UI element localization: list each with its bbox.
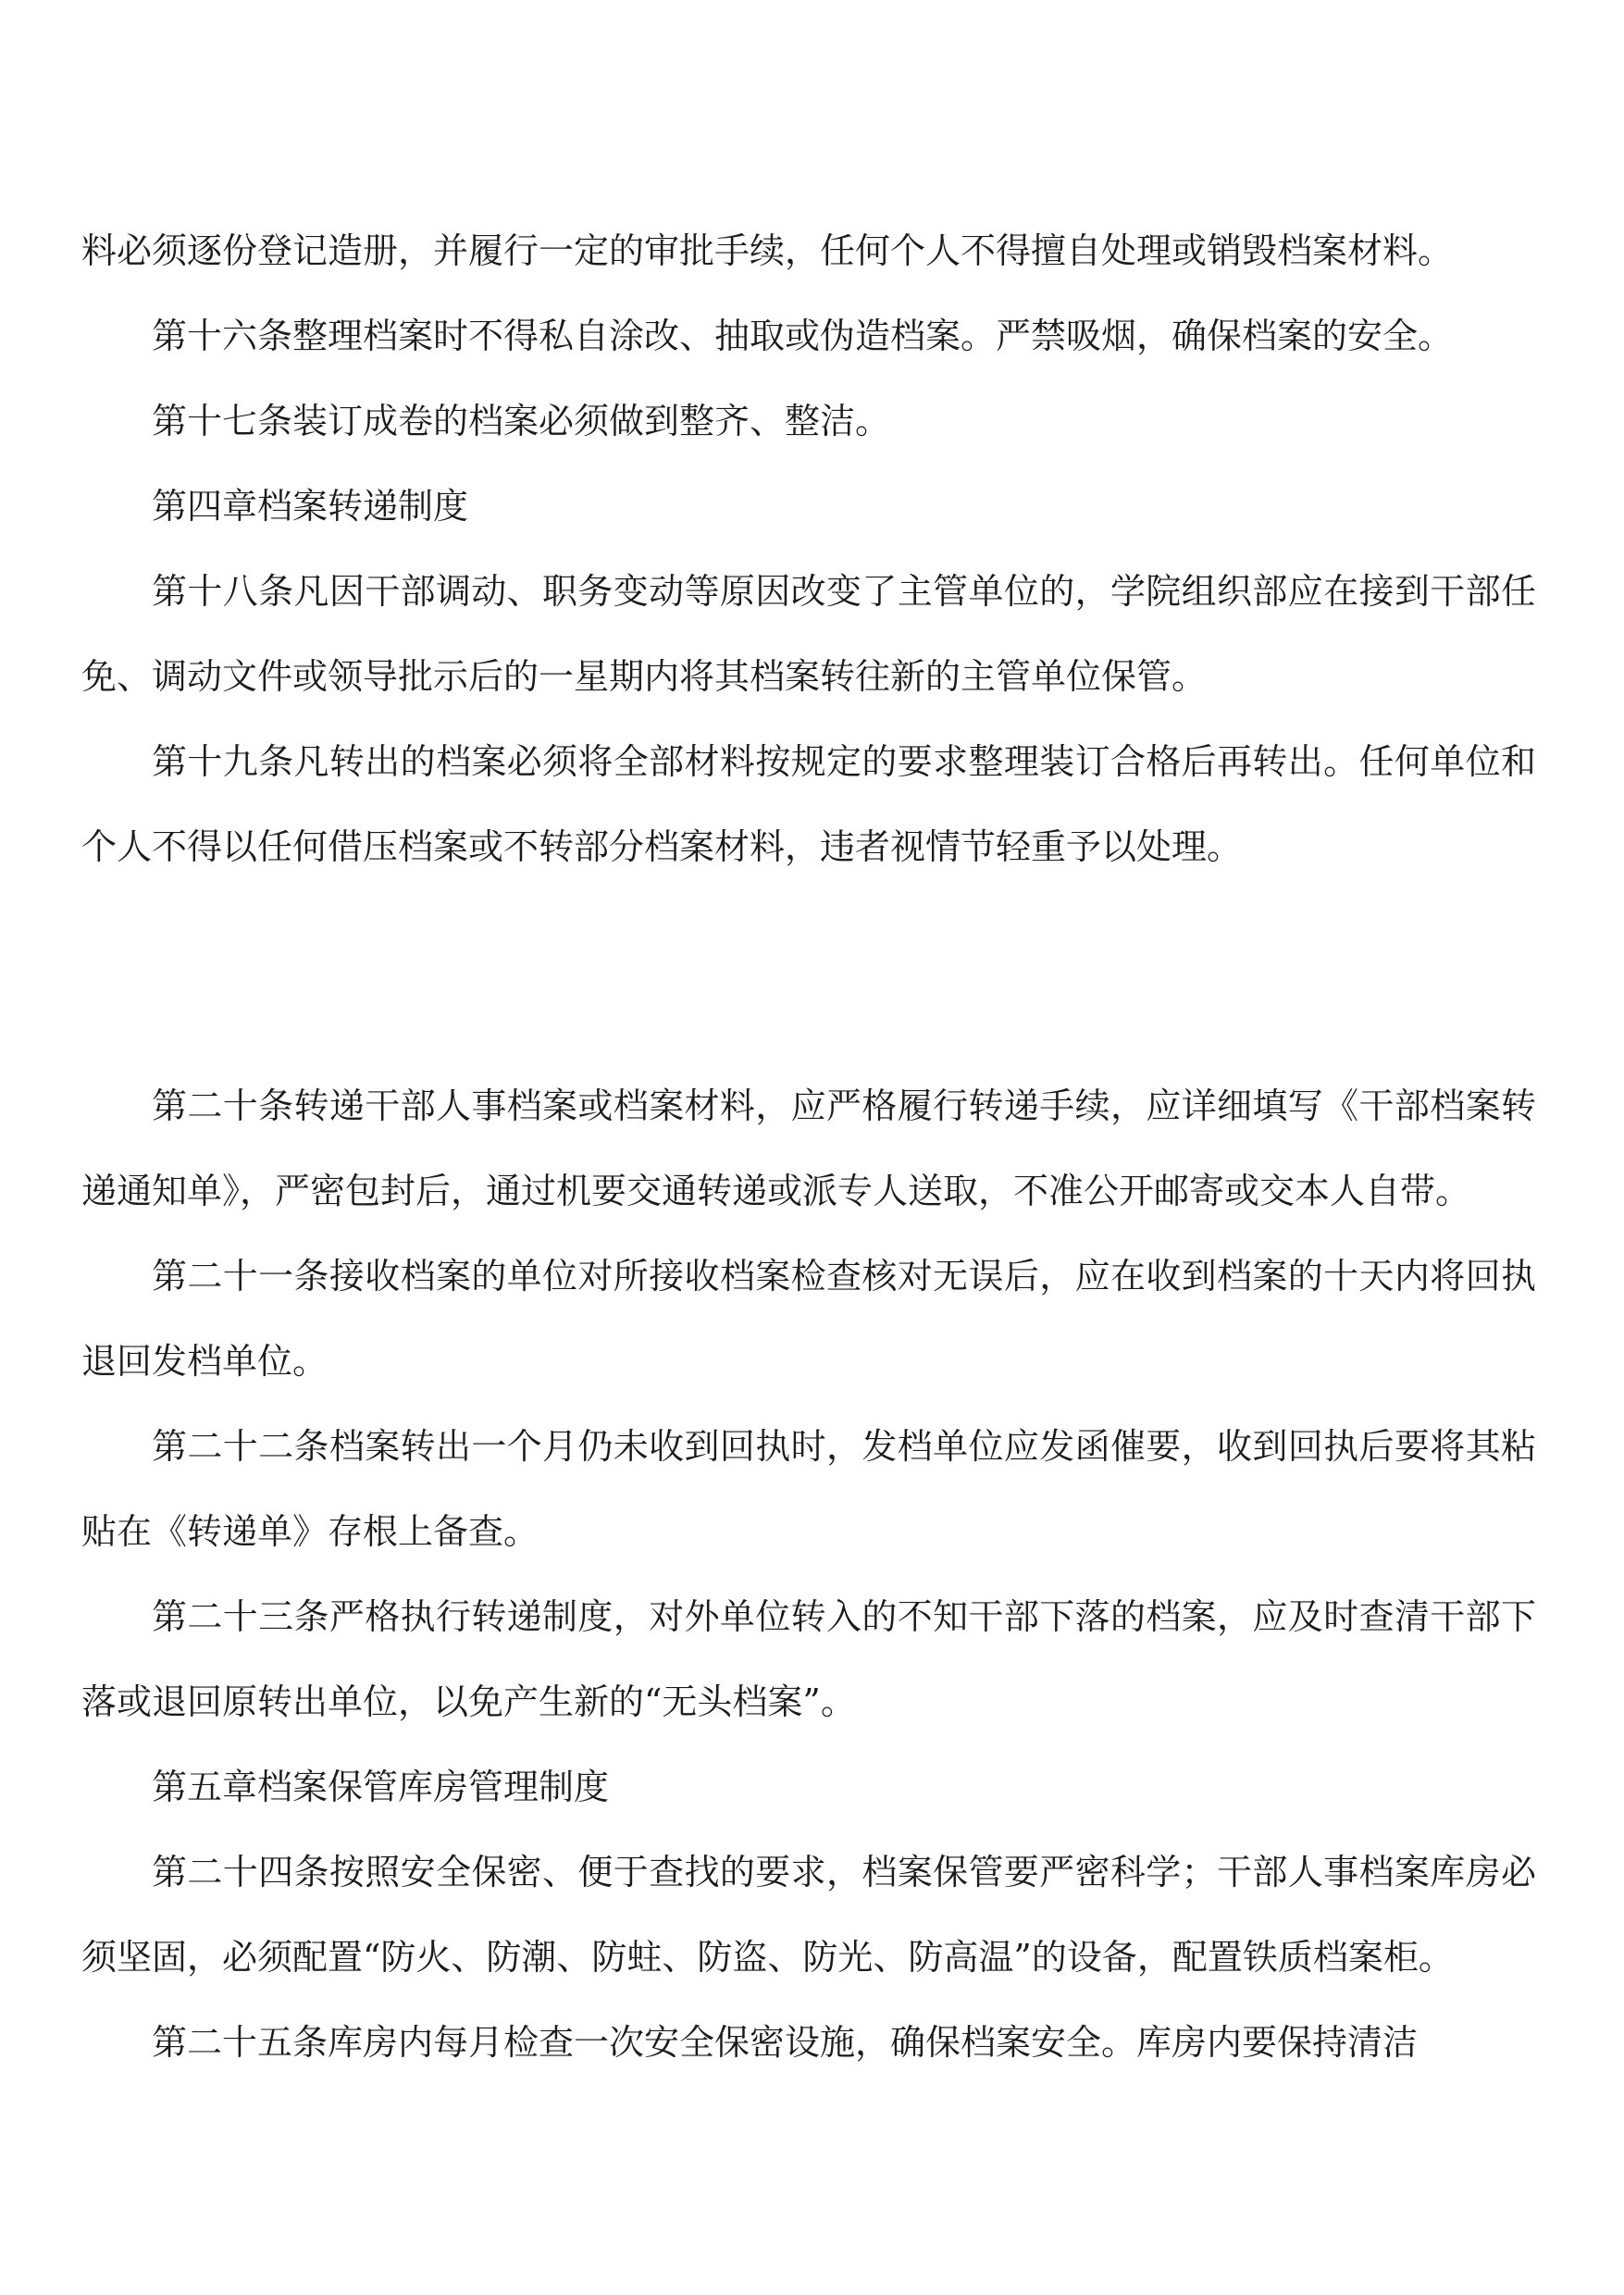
text-block-bottom [81, 1063, 1536, 2085]
document-page [81, 208, 1536, 2085]
p-ch4: 第四章档案转递制度 [152, 486, 469, 527]
p-art17: 第十七条装订成卷的档案必须做到整齐、整洁。 [152, 401, 891, 441]
p-art19: 第十九条凡转出的档案必须将全部材料按规定的要求整理装订合格后再转出。任何单位和个人不得以任何借压档案或不转部分档案材料，违者视情节轻重予以处理。 [81, 741, 1536, 867]
p-art22: 第二十二条档案转出一个月仍未收到回执时，发档单位应发函催要，收到回执后要将其粘贴在《转递单》存根上备查。 [81, 1426, 1536, 1552]
p-cont-15: 料必须逐份登记造册，并履行一定的审批手续，任何个人不得擅自处理或销毁档案材料。 [81, 230, 1454, 271]
p-art18: 第十八条凡因干部调动、职务变动等原因改变了主管单位的，学院组织部应在接到干部任免、调动文件或领导批示后的一星期内将其档案转往新的主管单位保管。 [81, 571, 1536, 697]
p-art20: 第二十条转递干部人事档案或档案材料，应严格履行转递手续，应详细填写《干部档案转递通知单》，严密包封后，通过机要交通转递或派专人送取，不准公开邮寄或交本人自带。 [81, 1085, 1536, 1211]
p-art25: 第二十五条库房内每月检查一次安全保密设施，确保档案安全。库房内要保持清洁 [152, 2022, 1419, 2063]
p-art16: 第十六条整理档案时不得私自涂改、抽取或伪造档案。严禁吸烟，确保档案的安全。 [152, 316, 1454, 356]
p-ch5: 第五章档案保管库房管理制度 [152, 1767, 610, 1807]
p-art24: 第二十四条按照安全保密、便于查找的要求，档案保管要严密科学；干部人事档案库房必须坚固，必须配置“防火、防潮、防蛀、防盗、防光、防高温”的设备，配置铁质档案柜。 [81, 1852, 1536, 1978]
section-gap [81, 889, 1536, 1063]
p-art23: 第二十三条严格执行转递制度，对外单位转入的不知干部下落的档案，应及时查清干部下落或退回原转出单位，以免产生新的“无头档案”。 [81, 1596, 1536, 1722]
p-art21: 第二十一条接收档案的单位对所接收档案检查核对无误后，应在收到档案的十天内将回执退回发档单位。 [81, 1256, 1536, 1382]
text-block-top [81, 208, 1536, 889]
